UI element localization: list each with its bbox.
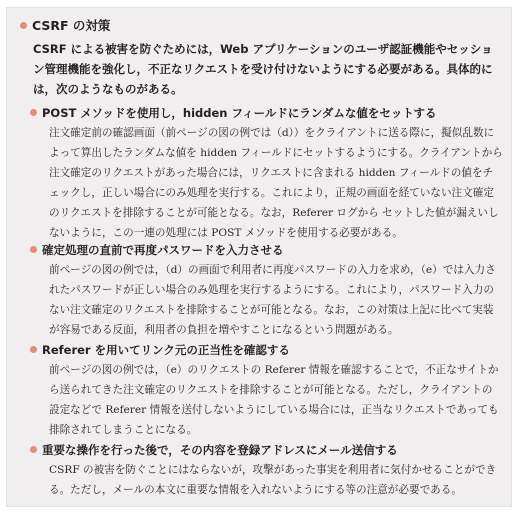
- bullet-dot-icon: [30, 446, 37, 453]
- bullet-dot-icon: [30, 346, 37, 353]
- item-body: 前ページの図の例では，（d）の画面で利用者に再度パスワードの入力を求め，（e）では入力されたパスワードが正しい場合のみ処理を実行するようにする。これにより，パスワード入力のない注文確定のリクエストを排除することが可能となる。なお，この対策は上記に比べて実装が容易である反面，利用者の負担を増やすことになるという問題がある。: [49, 264, 496, 336]
- item-title-text: 確定処理の直前で再度パスワードを入力させる: [42, 243, 284, 257]
- item-body: CSRF の被害を防ぐことにはならないが，攻撃があった事実を利用者に気付かせることができる。ただし，メールの本文に重要な情報を入れないようにする等の注意が必要である。: [49, 464, 497, 496]
- item-title-text: Referer を用いてリンク元の正当性を確認する: [42, 343, 290, 357]
- bullet-dot-icon: [30, 109, 37, 116]
- item-title-text: POST メソッドを使用し，hidden フィールドにランダムな値をセットする: [42, 106, 437, 120]
- item-title-text: 重要な操作を行った後で，その内容を登録アドレスにメール送信する: [42, 443, 398, 457]
- item-title: [30, 105, 503, 121]
- section-heading: [20, 18, 110, 34]
- csrf-countermeasures-panel: [6, 7, 512, 507]
- list-item: [33, 342, 503, 440]
- section-intro: CSRF による被害を防ぐためには，Web アプリケーションのユーザ認証機能やセッション管理機能を強化し，不正なリクエストを受け付けないようにする必要がある。具体的には，次のようなものがある。: [33, 42, 493, 96]
- list-item: [33, 442, 503, 500]
- list-item: [33, 105, 503, 243]
- item-title: [30, 342, 503, 358]
- item-body: 前ページの図の例では，（e）のリクエストの Referer 情報を確認することで，不正なサイトから送られてきた注文確定のリクエストを排除することが可能となる。ただし，クライアントの設定などで Referer 情報を送付しないようにしている場合には，正当なリクエストであっても排除されてしまうことになる。: [49, 364, 499, 436]
- bullet-dot-icon: [20, 22, 27, 29]
- item-title: [30, 442, 503, 458]
- item-body: 注文確定前の確認画面（前ページの図の例では（d））をクライアントに送る際に，擬似乱数によって算出したランダムな値を hidden フィールドにセットするようにする。クライアントから注文確定のリクエストがあった場合には，リクエストに含まれる hidden フィールドの値をチェックし，正しい場合にのみ処理を実行する。これにより，正規の画面を経ていない注文確定のリクエストを排除することが可能となる。なお，Referer ログから セットした値が漏えいしないように，この一連の処理には POST メソッドを使用する必要がある。: [49, 127, 503, 239]
- item-title: [30, 242, 503, 258]
- section-title: CSRF の対策: [32, 18, 111, 33]
- list-item: [33, 242, 503, 340]
- bullet-dot-icon: [30, 246, 37, 253]
